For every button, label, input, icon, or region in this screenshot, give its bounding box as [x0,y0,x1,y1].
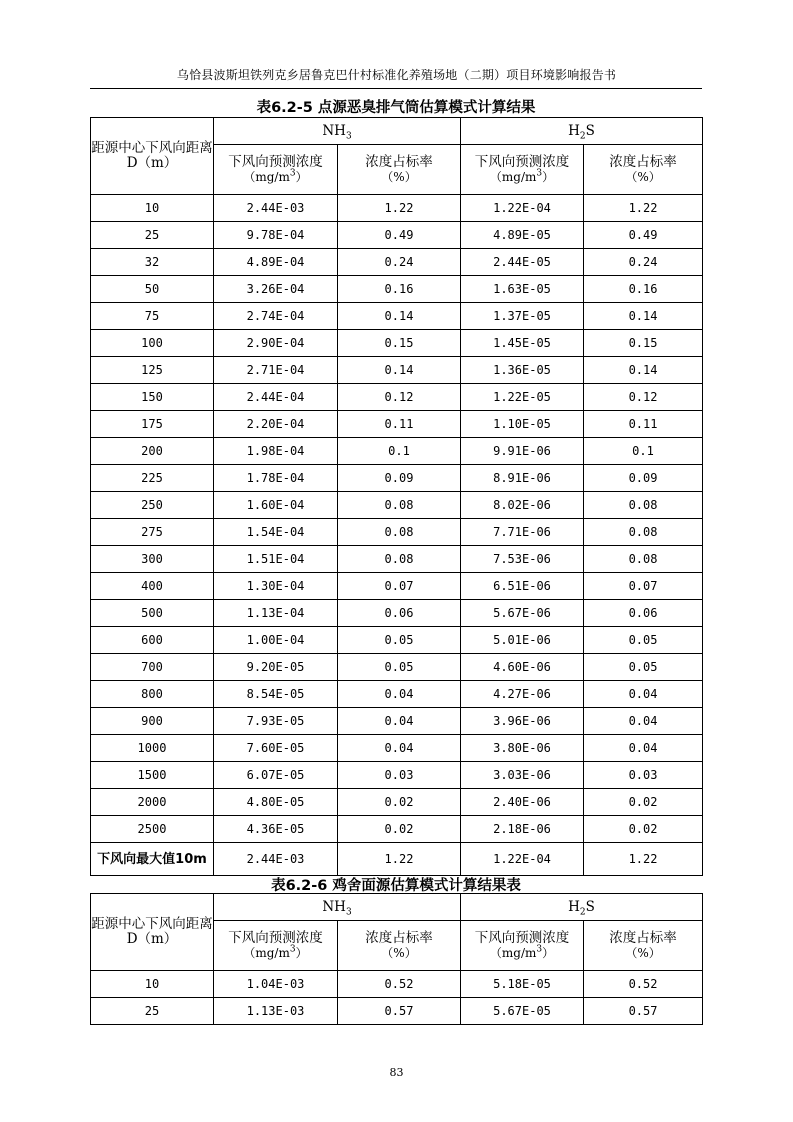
table-cell-d: 700 [91,654,214,681]
table-cell-nh3: 1.00E-04 [214,627,338,654]
table-cell-d: 800 [91,681,214,708]
table-cell-h2sp: 0.52 [584,971,703,998]
table-cell-nh3: 7.60E-05 [214,735,338,762]
table-row-max [91,843,703,876]
table-cell-nh3: 1.13E-04 [214,600,338,627]
table-row [91,438,703,465]
table-cell-d: 10 [91,971,214,998]
table-row [91,627,703,654]
table-row [91,519,703,546]
table-cell-h2sp: 0.12 [584,384,703,411]
table-cell-d: 200 [91,438,214,465]
table-cell-h2sp: 0.08 [584,492,703,519]
table-cell-nh3: 1.60E-04 [214,492,338,519]
table2-col-nh3-ratio: 浓度占标率 （%） [338,921,461,971]
table-cell-nh3: 6.07E-05 [214,762,338,789]
table-row [91,971,703,998]
table-cell-nh3p: 0.08 [338,492,461,519]
table1-col-h2s-ratio: 浓度占标率 （%） [584,145,703,195]
table-row [91,330,703,357]
table-cell-h2s: 3.80E-06 [461,735,584,762]
table-cell-nh3p: 0.05 [338,654,461,681]
document-header: 乌恰县波斯坦铁列克乡居鲁克巴什村标准化养殖场地（二期）项目环境影响报告书 [176,68,617,82]
table-cell-h2s: 4.60E-06 [461,654,584,681]
table-row [91,708,703,735]
table-cell-h2sp: 0.14 [584,357,703,384]
table-cell-nh3: 1.54E-04 [214,519,338,546]
table-cell-d: 250 [91,492,214,519]
table-cell-h2sp: 0.07 [584,573,703,600]
table-cell-nh3p: 0.15 [338,330,461,357]
table-cell-h2s: 9.91E-06 [461,438,584,465]
table-row [91,998,703,1025]
table-cell-d: 1500 [91,762,214,789]
table-cell-h2s: 5.67E-06 [461,600,584,627]
table-cell-h2s: 1.10E-05 [461,411,584,438]
table-cell-h2s: 4.89E-05 [461,222,584,249]
table-cell-h2sp: 0.06 [584,600,703,627]
table-cell-h2sp: 1.22 [584,843,703,876]
table-cell-h2sp: 0.02 [584,789,703,816]
table-cell-h2sp: 0.08 [584,546,703,573]
table-row [91,465,703,492]
table-cell-h2sp: 0.04 [584,681,703,708]
table-cell-nh3p: 0.52 [338,971,461,998]
table-cell-h2s: 4.27E-06 [461,681,584,708]
table-cell-nh3: 3.26E-04 [214,276,338,303]
table1 [90,117,703,876]
table-cell-nh3p: 0.02 [338,789,461,816]
table-cell-h2s: 3.03E-06 [461,762,584,789]
table-row [91,303,703,330]
table-cell-h2sp: 0.24 [584,249,703,276]
table-cell-h2sp: 0.49 [584,222,703,249]
table2-col-nh3-conc: 下风向预测浓度 $(mg/m^3)$ [214,921,338,971]
header-rule [90,88,702,89]
table1-caption: 表6.2-5 点源恶臭排气筒估算模式计算结果 [256,100,536,116]
table-cell-h2sp: 0.15 [584,330,703,357]
table2-caption: 表6.2-6 鸡舍面源估算模式计算结果表 [271,878,521,894]
table-row [91,276,703,303]
table1-col-nh3-conc: 下风向预测浓度 $(mg/m^3)$ [214,145,338,195]
table-cell-nh3: 2.90E-04 [214,330,338,357]
table-cell-d: 275 [91,519,214,546]
table-cell-d: 下风向最大值10m [91,843,214,876]
table-cell-h2sp: 0.08 [584,519,703,546]
table1-group-h2s: $H_2S$ [461,118,703,145]
table-cell-nh3p: 0.14 [338,303,461,330]
table-cell-nh3: 2.44E-04 [214,384,338,411]
table-cell-h2s: 1.37E-05 [461,303,584,330]
table-cell-h2sp: 0.57 [584,998,703,1025]
table-cell-nh3p: 0.03 [338,762,461,789]
table-cell-h2s: 1.63E-05 [461,276,584,303]
table-row [91,654,703,681]
table-cell-h2s: 2.44E-05 [461,249,584,276]
table-cell-nh3: 1.04E-03 [214,971,338,998]
table-row [91,762,703,789]
table-cell-h2sp: 0.1 [584,438,703,465]
table-cell-nh3: 1.98E-04 [214,438,338,465]
table-cell-h2s: 1.22E-04 [461,843,584,876]
table-cell-nh3p: 0.1 [338,438,461,465]
table-cell-nh3p: 0.14 [338,357,461,384]
table2-col-distance: 距源中心下风向距离D（m） [91,894,214,971]
table-cell-nh3: 2.44E-03 [214,843,338,876]
table-cell-nh3p: 1.22 [338,195,461,222]
table-cell-d: 25 [91,998,214,1025]
table-cell-h2sp: 0.03 [584,762,703,789]
table-cell-nh3: 4.36E-05 [214,816,338,843]
table-cell-d: 500 [91,600,214,627]
table-cell-h2sp: 0.04 [584,708,703,735]
table-cell-nh3: 2.74E-04 [214,303,338,330]
table-cell-nh3p: 0.12 [338,384,461,411]
table-cell-d: 225 [91,465,214,492]
table-cell-h2sp: 0.09 [584,465,703,492]
table-cell-d: 300 [91,546,214,573]
table-cell-d: 400 [91,573,214,600]
table-cell-nh3p: 0.04 [338,735,461,762]
table1-group-nh3: $NH_3$ [214,118,461,145]
table-cell-nh3: 9.78E-04 [214,222,338,249]
table2-group-h2s: $H_2S$ [461,894,703,921]
table-cell-nh3p: 0.57 [338,998,461,1025]
table-cell-h2s: 1.36E-05 [461,357,584,384]
table-cell-h2s: 1.45E-05 [461,330,584,357]
table-cell-d: 100 [91,330,214,357]
table-cell-nh3p: 0.04 [338,708,461,735]
table-cell-d: 1000 [91,735,214,762]
table-cell-nh3p: 0.04 [338,681,461,708]
table-cell-nh3: 1.51E-04 [214,546,338,573]
table-cell-nh3p: 0.11 [338,411,461,438]
table-cell-nh3p: 0.06 [338,600,461,627]
table-cell-nh3: 7.93E-05 [214,708,338,735]
table-row [91,789,703,816]
table-row [91,681,703,708]
table-cell-h2s: 2.18E-06 [461,816,584,843]
table-cell-d: 25 [91,222,214,249]
table-cell-h2sp: 0.05 [584,627,703,654]
table-cell-d: 2000 [91,789,214,816]
table-cell-nh3p: 0.08 [338,519,461,546]
table-cell-nh3: 2.71E-04 [214,357,338,384]
table-cell-h2s: 8.02E-06 [461,492,584,519]
table-cell-nh3: 1.13E-03 [214,998,338,1025]
table-cell-nh3p: 0.05 [338,627,461,654]
table-row [91,816,703,843]
table-cell-nh3: 9.20E-05 [214,654,338,681]
table-cell-nh3: 1.78E-04 [214,465,338,492]
table2-col-h2s-conc: 下风向预测浓度 $(mg/m^3)$ [461,921,584,971]
table-row [91,492,703,519]
table-cell-h2s: 7.71E-06 [461,519,584,546]
table-cell-d: 75 [91,303,214,330]
table-cell-d: 900 [91,708,214,735]
table-cell-h2s: 3.96E-06 [461,708,584,735]
table-cell-nh3p: 0.16 [338,276,461,303]
table-cell-d: 600 [91,627,214,654]
table-cell-h2sp: 0.05 [584,654,703,681]
table-row [91,600,703,627]
table-row [91,249,703,276]
table-row [91,546,703,573]
table-cell-nh3p: 1.22 [338,843,461,876]
table1-col-nh3-ratio: 浓度占标率 （%） [338,145,461,195]
table-cell-h2s: 5.18E-05 [461,971,584,998]
table-cell-nh3p: 0.02 [338,816,461,843]
table-cell-nh3: 4.80E-05 [214,789,338,816]
table-cell-h2s: 5.01E-06 [461,627,584,654]
table-cell-nh3: 2.44E-03 [214,195,338,222]
table-cell-d: 125 [91,357,214,384]
table-row [91,357,703,384]
table-cell-nh3p: 0.49 [338,222,461,249]
table-cell-nh3p: 0.09 [338,465,461,492]
table1-col-distance: 距源中心下风向距离D（m） [91,118,214,195]
table-cell-d: 150 [91,384,214,411]
table-cell-h2s: 2.40E-06 [461,789,584,816]
table-cell-nh3p: 0.24 [338,249,461,276]
table-cell-d: 32 [91,249,214,276]
table-row [91,411,703,438]
table-cell-d: 10 [91,195,214,222]
table-cell-h2sp: 0.16 [584,276,703,303]
table2-group-nh3: $NH_3$ [214,894,461,921]
table-cell-h2s: 5.67E-05 [461,998,584,1025]
table-row [91,384,703,411]
table-cell-h2sp: 0.04 [584,735,703,762]
table-cell-d: 2500 [91,816,214,843]
page-number: 83 [389,1066,404,1079]
table2-col-h2s-ratio: 浓度占标率 （%） [584,921,703,971]
table-row [91,735,703,762]
table-cell-nh3: 8.54E-05 [214,681,338,708]
table-row [91,195,703,222]
table2 [90,893,703,1025]
table-cell-h2sp: 0.11 [584,411,703,438]
table-cell-nh3p: 0.08 [338,546,461,573]
table-cell-d: 175 [91,411,214,438]
table-row [91,222,703,249]
table-cell-h2sp: 0.02 [584,816,703,843]
table-cell-h2sp: 0.14 [584,303,703,330]
table-cell-h2s: 8.91E-06 [461,465,584,492]
table-cell-nh3: 2.20E-04 [214,411,338,438]
table-cell-nh3: 4.89E-04 [214,249,338,276]
table1-col-h2s-conc: 下风向预测浓度 $(mg/m^3)$ [461,145,584,195]
table-cell-h2s: 1.22E-05 [461,384,584,411]
table-cell-d: 50 [91,276,214,303]
table-cell-h2s: 1.22E-04 [461,195,584,222]
table-cell-h2s: 7.53E-06 [461,546,584,573]
table-cell-h2sp: 1.22 [584,195,703,222]
table-row [91,573,703,600]
table-cell-nh3p: 0.07 [338,573,461,600]
table-cell-h2s: 6.51E-06 [461,573,584,600]
table-cell-nh3: 1.30E-04 [214,573,338,600]
